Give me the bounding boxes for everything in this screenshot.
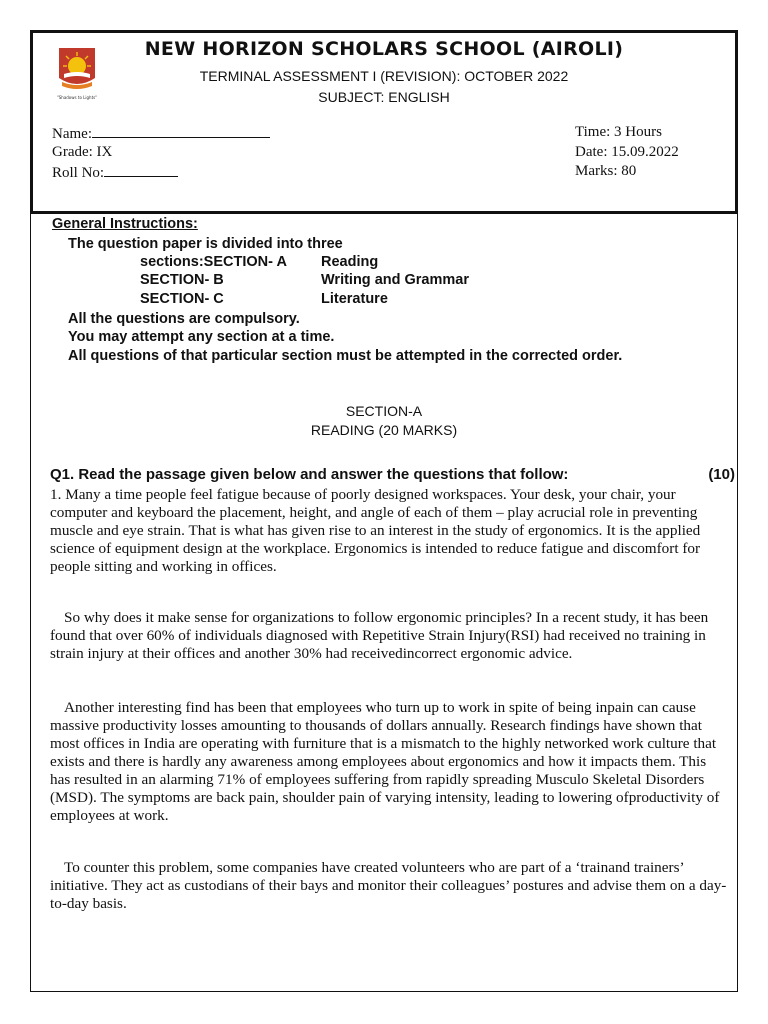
instructions-heading: General Instructions: [52, 216, 198, 232]
name-label: Name: [52, 126, 92, 142]
section-b-title: Writing and Grammar [321, 272, 469, 288]
instructions-line4: All questions of that particular section must be attempted in the corrected order. [68, 348, 623, 364]
subject-title: SUBJECT: ENGLISH [318, 89, 450, 105]
sections-prefix: sections: [140, 254, 204, 270]
section-a-name: SECTION- A [203, 254, 287, 270]
section-c-title: Literature [321, 291, 388, 307]
section-subtitle: READING (20 MARKS) [310, 422, 458, 438]
date-text: Date: 15.09.2022 [575, 144, 679, 160]
question-1 [50, 466, 735, 483]
section-c-name: SECTION- C [140, 291, 224, 307]
roll-blank[interactable] [104, 163, 178, 177]
grade-text: Grade: IX [52, 144, 113, 160]
section-a-title: Reading [321, 254, 379, 270]
passage-paragraph-4: To counter this problem, some companies have created volunteers who are part of a ‘trainand trainers’ initiative. They act as custodians of their bays and monitor their colleagues’ postures and advise them on a day-to-day basis. [50, 859, 727, 912]
question-text: Q1. Read the passage given below and answer the questions that follow: [50, 466, 569, 483]
instructions-line3: You may attempt any section at a time. [68, 329, 335, 345]
assessment-title: TERMINAL ASSESSMENT I (REVISION): OCTOBER 2022 [199, 68, 569, 84]
question-marks: (10) [708, 466, 735, 483]
passage-paragraph-3: Another interesting find has been that employees who turn up to work in spite of being inpain can cause massive productivity losses amounting to thousands of dollars annually. Research findings have shown that most offices in India are operating with furniture that is a mismatch to the highly networked work culture that exists and there is hardly any awareness among employees about ergonomics and how it impacts them. This has resulted in an alarming 71% of employees suffering from rapidly spreading Musculo Skeletal Disorders (MSD). The symptoms are back pain, shoulder pain of varying intensity, leading to lowering ofproductivity of employees at work. [50, 699, 720, 824]
section-b-name: SECTION- B [140, 272, 224, 288]
instructions-line2: All the questions are compulsory. [68, 311, 300, 327]
passage-paragraph-2: So why does it make sense for organizations to follow ergonomic principles? In a recent study, it has been found that over 60% of individuals diagnosed with Repetitive Strain Injury(RSI) had received no training in strain injury at their offices and another 30% had receivedincorrect ergonomic advice. [50, 609, 709, 662]
name-blank[interactable] [92, 124, 270, 138]
school-name: NEW HORIZON SCHOLARS SCHOOL (AIROLI) [144, 38, 624, 60]
name-field[interactable] [52, 124, 270, 143]
roll-field[interactable] [52, 163, 178, 182]
instructions-line1: The question paper is divided into three [68, 236, 343, 252]
passage-paragraph-1: 1. Many a time people feel fatigue because of poorly designed workspaces. Your desk, your chair, your computer and keyboard the placement, height, and angle of each of them – play acrucial role in preventing muscle and eye strain. That is what has given rise to an interest in the study of ergonomics. It is the applied science of equipment design at the workplace. Ergonomics is intended to reduce fatigue and discomfort for people sitting and working in offices. [50, 486, 701, 575]
section-title: SECTION-A [345, 403, 423, 419]
marks-text: Marks: 80 [575, 163, 637, 179]
time-text: Time: 3 Hours [575, 124, 662, 140]
roll-label: Roll No: [52, 165, 105, 181]
logo-motto: "Shadows to Lights" [56, 95, 98, 100]
section-row-a [140, 254, 287, 270]
